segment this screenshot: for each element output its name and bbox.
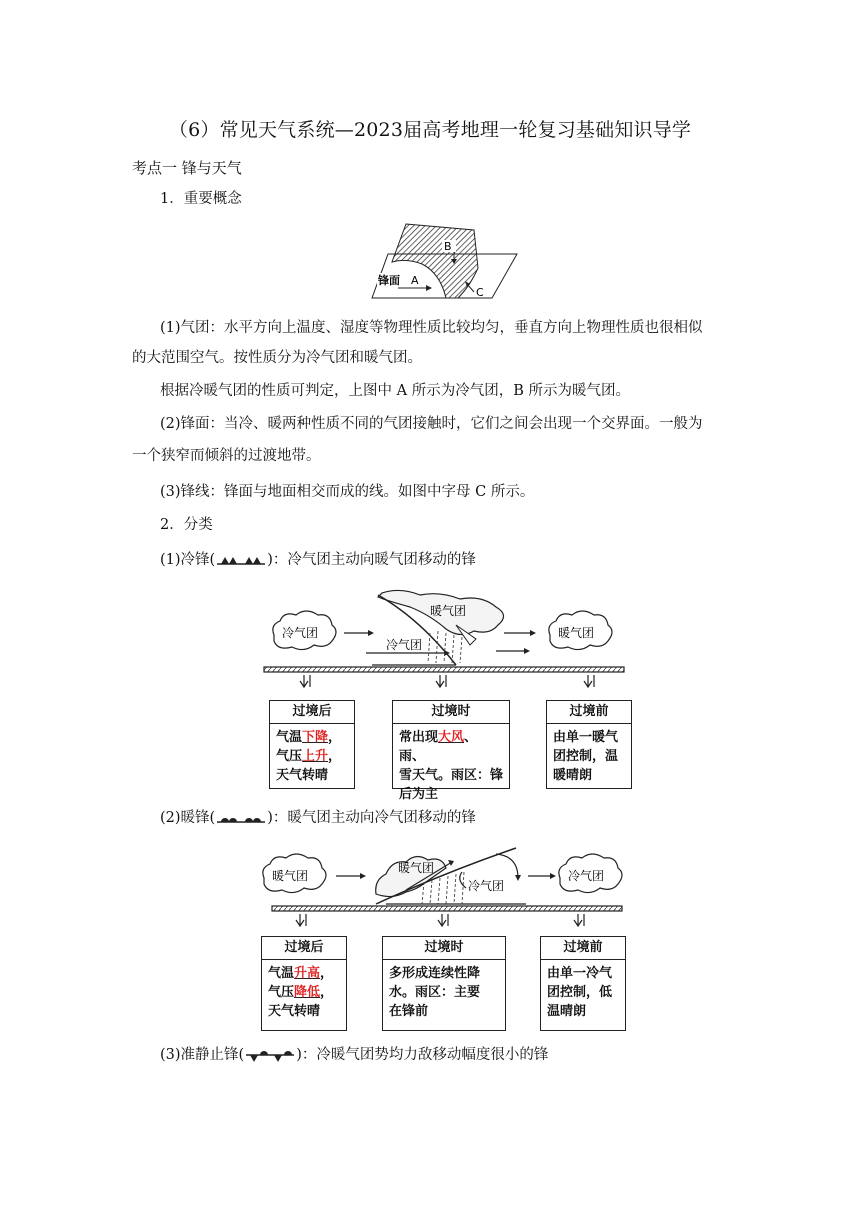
label-b: B (444, 240, 452, 253)
stationary-front-prefix: (3)准静止锋( (160, 1047, 245, 1063)
para-air-mass-1: (1)气团：水平方向上温度、湿度等物理性质比较均匀，垂直方向上物理性质也很相似 (160, 320, 703, 336)
subheading-classification: 2．分类 (160, 517, 213, 533)
down-arrows (296, 914, 584, 926)
warm-before-box: 过境前 由单一冷气 团控制，低 温晴朗 (540, 936, 626, 1031)
label-c: C (476, 286, 484, 299)
warm-cloud-right-label: 冷气团 (568, 869, 605, 883)
front-surface-figure (370, 218, 520, 300)
warm-after-box: 过境后 气温升高， 气压降低， 天气转晴 (261, 936, 347, 1031)
para-air-mass-2: 的大范围空气。按性质分为冷气团和暖气团。 (132, 350, 422, 366)
cold-before-head: 过境前 (547, 701, 631, 724)
warm-during-box: 过境时 多形成连续性降 水。雨区：主要 在锋前 (382, 936, 506, 1031)
warm-cloud-mid-top-label: 暖气团 (398, 861, 435, 875)
subheading-concepts: 1．重要概念 (160, 191, 242, 207)
cold-after-head: 过境后 (270, 701, 354, 724)
warm-after-head: 过境后 (262, 937, 346, 960)
page-title: （6）常见天气系统—2023届高考地理一轮复习基础知识导学 (168, 119, 692, 141)
label-a: A (411, 274, 419, 287)
label-front: 锋面 (378, 274, 400, 287)
cold-before-box: 过境前 由单一暖气 团控制，温 暖晴朗 (546, 700, 632, 789)
warm-cloud-left-label: 暖气团 (272, 869, 309, 883)
ground (272, 906, 622, 911)
para-front-line: (3)锋线：锋面与地面相交而成的线。如图中字母 C 所示。 (160, 484, 535, 500)
cold-cloud-left-label: 冷气团 (282, 626, 319, 640)
cold-cloud-mid-low-label: 冷气团 (386, 638, 423, 652)
warm-pressure-value: 降低 (294, 985, 321, 1000)
stationary-front-heading (160, 1045, 548, 1065)
para-front-2: 一个狭窄而倾斜的过渡地带。 (132, 448, 321, 464)
cold-during-head: 过境时 (393, 701, 509, 724)
warm-front-diagram (256, 842, 630, 942)
warm-before-head: 过境前 (541, 937, 625, 960)
cold-front-suffix: )：冷气团主动向暖气团移动的锋 (267, 552, 476, 568)
cold-cloud-right-label: 暖气团 (558, 626, 595, 640)
warm-front-suffix: )：暖气团主动向冷气团移动的锋 (267, 810, 476, 826)
section-heading: 考点一 锋与天气 (132, 159, 242, 177)
warm-cloud-mid-low-label: 冷气团 (468, 879, 505, 893)
stationary-front-symbol-icon (244, 1047, 296, 1063)
warm-front-prefix: (2)暖锋( (160, 810, 216, 826)
para-front-1: (2)锋面：当冷、暖两种性质不同的气团接触时，它们之间会出现一个交界面。一般为 (160, 416, 703, 432)
cold-pressure-value: 上升 (302, 749, 329, 764)
warm-front-heading (160, 808, 476, 828)
down-arrows (300, 675, 594, 687)
ground (264, 667, 624, 672)
cold-front-symbol-icon (215, 553, 267, 567)
cold-wind-value: 大风 (438, 730, 465, 745)
cold-during-box: 过境时 常出现大风、雨、 雪天气。雨区：锋 后为主 (392, 700, 510, 789)
cold-after-box: 过境后 气温下降， 气压上升， 天气转晴 (269, 700, 355, 789)
warm-temp-value: 升高 (294, 966, 321, 981)
warm-during-head: 过境时 (383, 937, 505, 960)
cold-front-diagram (260, 585, 630, 695)
stationary-front-suffix: )：冷暖气团势均力敌移动幅度很小的锋 (296, 1047, 549, 1063)
cold-front-heading (160, 550, 476, 570)
warm-front-symbol-icon (215, 811, 267, 825)
para-judgement: 根据冷暖气团的性质可判定，上图中 A 所示为冷气团，B 所示为暖气团。 (160, 383, 630, 399)
cold-front-prefix: (1)冷锋( (160, 552, 216, 568)
cold-temp-value: 下降 (302, 730, 329, 745)
cold-cloud-mid-top-label: 暖气团 (430, 604, 467, 618)
